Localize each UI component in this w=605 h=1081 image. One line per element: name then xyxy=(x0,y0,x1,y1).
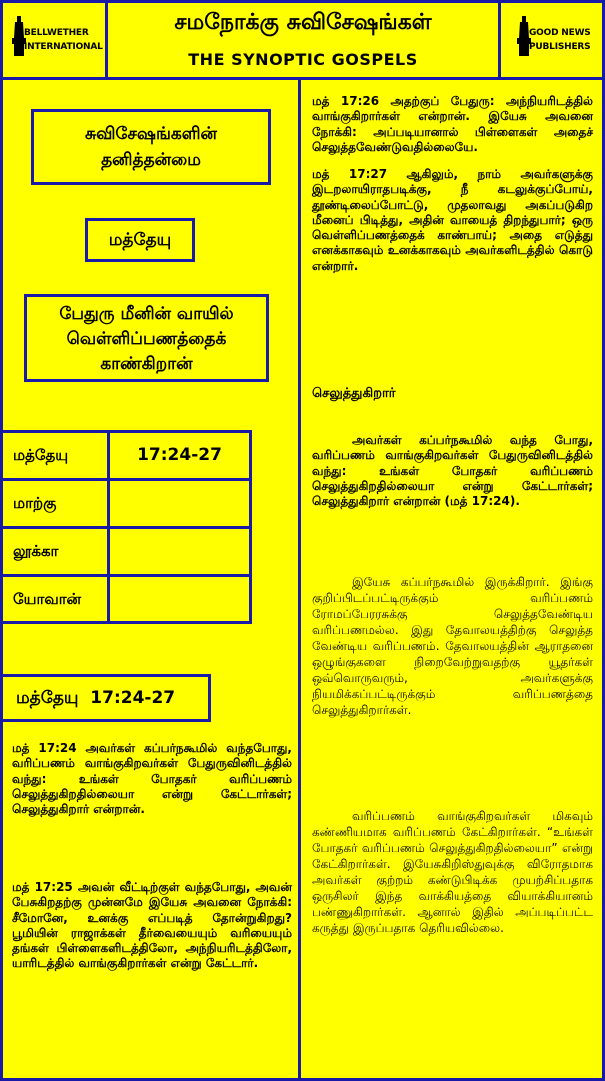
header xyxy=(0,0,605,80)
commentary-paragraph-3: வரிப்பணம் வாங்குகிறவர்கள் மிகவும் கண்ணியமாக வரிப்பணம் கேட்கிறார்கள். “உங்கள் போதகர் வரிப்பணம் செலுத்துகிறதில்லையா” என்று கேட்கிறார்கள். இயேசுகிறிஸ்துவுக்கு விரோதமாக அவர்கள் குற்றம் கண்டுபிடிக்க முயற்சிப்பதாக ஒருசிலர் இந்த வாக்கியத்தை வியாக்கியானம் பண்ணுகிறார்கள். ஆனால் இதில் அப்படிப்பட்ட கருத்து இருப்பதாக தெரியவில்லை. xyxy=(312,809,593,935)
bellwether-logo xyxy=(0,0,108,80)
verse-17-24: மத் 17:24 அவர்கள் கப்பர்நகூமில் வந்தபோது, வரிப்பணம் வாங்குகிறவர்கள் பேதுருவினிடத்தில் வந்து: உங்கள் போதகர் வரிப்பணம் செலுத்துகிறதில்லையா என்று கேட்டார்கள்; செலுத்துகிறார் என்றான். xyxy=(12,741,292,817)
book-name: மாற்கு xyxy=(3,481,110,526)
title-tamil: சமநோக்கு சுவிசேஷங்கள் xyxy=(174,10,432,35)
book-name: யோவான் xyxy=(3,577,110,622)
table-row xyxy=(3,433,249,481)
book-reference: 17:24-27 xyxy=(137,445,222,465)
commentary-heading: செலுத்துகிறார் xyxy=(312,386,396,401)
right-logo-line1: GOOD NEWS xyxy=(529,28,591,38)
verse-17-27: மத் 17:27 ஆகிலும், நாம் அவர்களுக்கு இடறலாயிராதபடிக்கு, நீ கடலுக்குப்போய், தூண்டிலைப்போட்டு, முதலாவது அகப்படுகிற மீனைப் பிடித்து, அதின் வாயைத் திறந்துபார்; ஒரு வெள்ளிப்பணத்தைக் காண்பாய்; அதை எடுத்து எனக்காகவும் உனக்காகவும் அவர்களிடத்தில் கொடு என்றார். xyxy=(312,167,593,273)
commentary-paragraph-2: இயேசு கப்பர்நகூமில் இருக்கிறார். இங்கு குறிப்பிடப்பட்டிருக்கும் வரிப்பணம் ரோமப்பேரரசுக்கு செலுத்தவேண்டிய வரிப்பணமல்ல. இது தேவாலயத்திற்கு செலுத்த வேண்டிய வரிப்பணம். தேவாலயத்தின் ஆராதனை ஒழுங்குகளை நிறைவேற்றுவதற்கு யூதர்கள் ஒவ்வொருவரும், அவர்களுக்கு நியமிக்கப்பட்டிருக்கும் வரிப்பணத்தை செலுத்துகிறார்கள். xyxy=(312,575,593,717)
topic-title-box: பேதுரு மீனின் வாயில் வெள்ளிப்பணத்தைக் காண்கிறான் xyxy=(24,294,269,382)
table-row xyxy=(3,481,249,529)
verse-17-26: மத் 17:26 அதற்குப் பேதுரு: அந்நியரிடத்தில் வாங்குகிறார்கள் என்றான். இயேசு அவனை நோக்கி: அப்படியானால் பிள்ளைகள் அதைச் செலுத்தவேண்டுவதில்லையே. xyxy=(312,94,593,154)
table-row xyxy=(3,529,249,577)
section-title-box: சுவிசேஷங்களின் தனித்தன்மை xyxy=(31,109,271,185)
book-reference xyxy=(110,577,249,622)
good-news-logo xyxy=(498,0,605,80)
book-name: மத்தேயு xyxy=(3,433,110,478)
commentary-paragraph-1: அவர்கள் கப்பர்நகூமில் வந்த போது, வரிப்பணம் வாங்குகிறவர்கள் பேதுருவினிடத்தில் வந்து: உங்கள் போதகர் வரிப்பணம் செலுத்துகிறதில்லையா என்று கேட்டார்கள்; செலுத்துகிறார் என்றான் (மத் 17:24). xyxy=(312,433,593,509)
book-reference xyxy=(110,529,249,574)
gospel-name-box: மத்தேயு xyxy=(85,218,195,262)
left-logo-line2: INTERNATIONAL xyxy=(24,42,103,52)
table-row xyxy=(3,577,249,625)
book-reference xyxy=(110,481,249,526)
verse-17-25: மத் 17:25 அவன் வீட்டிற்குள் வந்தபோது, அவன் பேசுகிறதற்கு முன்னமே இயேசு அவனை நோக்கி: சீமோனே, உனக்கு எப்படித் தோன்றுகிறது? பூமியின் ராஜாக்கள் தீர்வையையும் வரியையும் தங்கள் பிள்ளைகளிடத்திலோ, அந்நியரிடத்திலோ, யாரிடத்தில் வாங்குகிறார்கள் என்று கேட்டார். xyxy=(12,880,292,971)
header-title xyxy=(108,0,498,80)
left-logo-line1: BELLWETHER xyxy=(24,28,89,38)
reference-table xyxy=(3,430,252,624)
column-divider xyxy=(298,80,301,1081)
right-logo-line2: PUBLISHERS xyxy=(529,42,591,52)
book-name: லூக்கா xyxy=(3,529,110,574)
title-english: THE SYNOPTIC GOSPELS xyxy=(188,50,418,69)
passage-reference-box: மத்தேயு 17:24-27 xyxy=(3,674,211,722)
